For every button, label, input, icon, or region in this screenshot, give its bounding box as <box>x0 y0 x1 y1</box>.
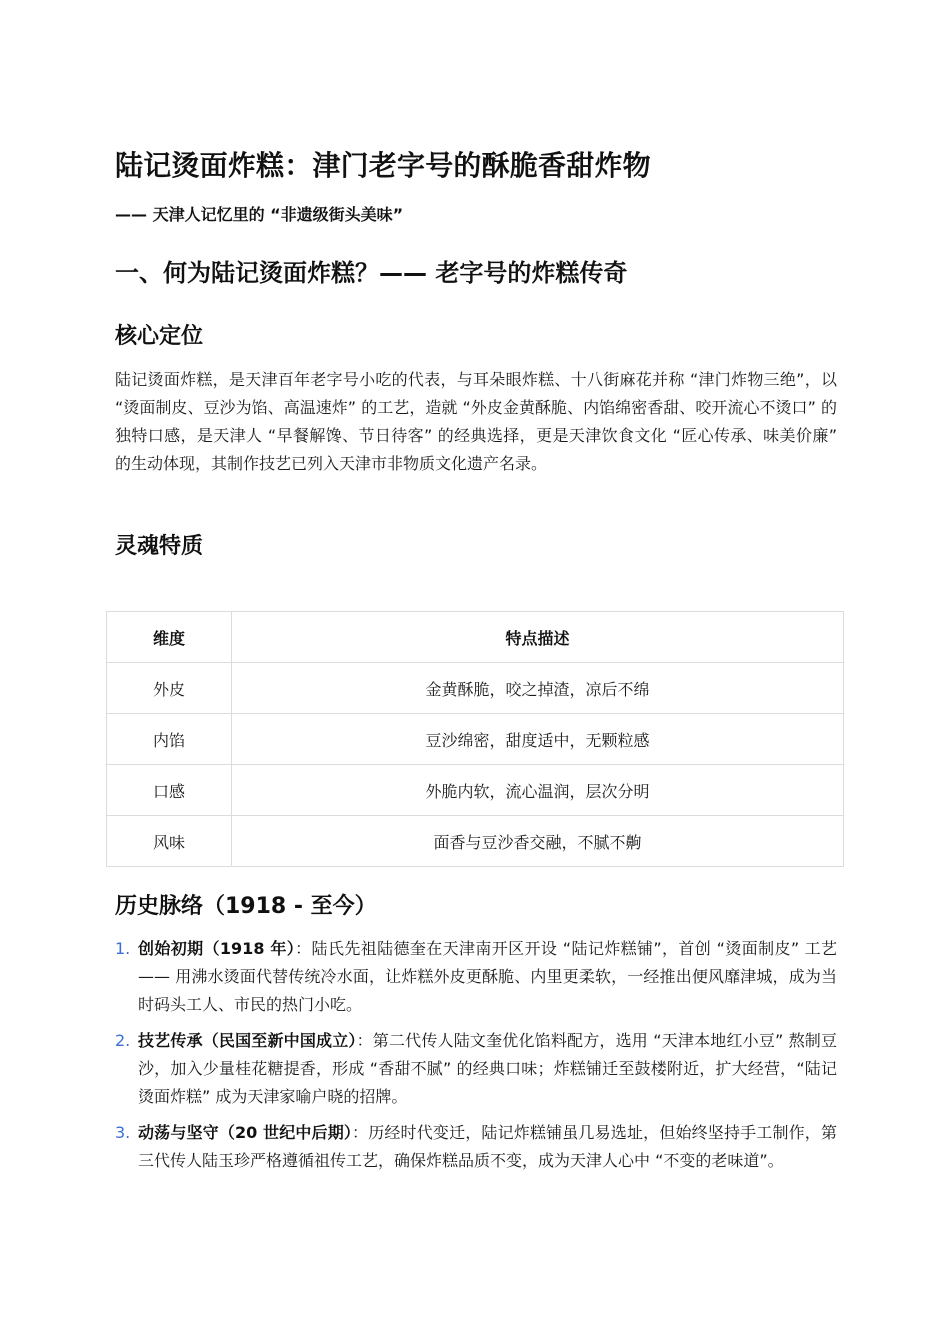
table-cell-description: 面香与豆沙香交融，不腻不齁 <box>232 816 844 867</box>
list-item-text: ：第二代传人陆文奎优化馅料配方，选用 “天津本地红小豆” 熬制豆沙，加入少量桂花糖提香，形成 “香甜不腻” 的经典口味；炸糕铺迁至鼓楼附近，扩大经营，“陆记烫面炸糕” 成为天津家喻户晓的招牌。 <box>138 1031 837 1106</box>
list-item <box>115 1027 837 1111</box>
table-cell-description: 金黄酥脆，咬之掉渣，凉后不绵 <box>232 663 844 714</box>
soul-traits-heading: 灵魂特质 <box>115 534 204 559</box>
section-heading-what-is: 一、何为陆记烫面炸糕？—— 老字号的炸糕传奇 <box>115 259 628 287</box>
table-cell-dimension: 口感 <box>107 765 232 816</box>
table-header-description: 特点描述 <box>232 612 844 663</box>
list-item-number: 2. <box>115 1031 131 1050</box>
table-row <box>107 663 844 714</box>
core-position-paragraph: 陆记烫面炸糕，是天津百年老字号小吃的代表，与耳朵眼炸糕、十八街麻花并称 “津门炸物三绝”，以 “烫面制皮、豆沙为馅、高温速炸” 的工艺，造就 “外皮金黄酥脆、内馅绵密香甜、咬开流心不烫口” 的独特口感，是天津人 “早餐解馋、节日待客” 的经典选择，更是天津饮食文化 “匠心传承、味美价廉” 的生动体现，其制作技艺已列入天津市非物质文化遗产名录。 <box>115 370 837 473</box>
table-header-row <box>107 612 844 663</box>
history-heading: 历史脉络（1918 - 至今） <box>115 894 377 919</box>
table-row <box>107 765 844 816</box>
table-cell-dimension: 外皮 <box>107 663 232 714</box>
list-item-text: ：陆氏先祖陆德奎在天津南开区开设 “陆记炸糕铺”，首创 “烫面制皮” 工艺 —— 用沸水烫面代替传统冷水面，让炸糕外皮更酥脆、内里更柔软，一经推出便风靡津城，成为当时码头工人、市民的热门小吃。 <box>138 939 837 1014</box>
table-row <box>107 816 844 867</box>
list-item-lead: 技艺传承（民国至新中国成立） <box>138 1031 357 1050</box>
list-item-number: 1. <box>115 939 131 958</box>
core-position-heading: 核心定位 <box>115 324 204 349</box>
table-row <box>107 714 844 765</box>
list-item-number: 3. <box>115 1123 131 1142</box>
table-cell-dimension: 内馅 <box>107 714 232 765</box>
history-list <box>115 935 837 1183</box>
list-item-text: ：历经时代变迁，陆记炸糕铺虽几易选址，但始终坚持手工制作，第三代传人陆玉珍严格遵循祖传工艺，确保炸糕品质不变，成为天津人心中 “不变的老味道”。 <box>138 1123 837 1170</box>
traits-table <box>106 611 844 867</box>
table-cell-description: 豆沙绵密，甜度适中，无颗粒感 <box>232 714 844 765</box>
page-subtitle: —— 天津人记忆里的 “非遗级街头美味” <box>115 205 404 224</box>
page-title: 陆记烫面炸糕：津门老字号的酥脆香甜炸物 <box>115 149 651 182</box>
list-item <box>115 935 837 1019</box>
list-item-lead: 创始初期（1918 年） <box>138 939 296 958</box>
table-cell-description: 外脆内软，流心温润，层次分明 <box>232 765 844 816</box>
list-item <box>115 1119 837 1175</box>
list-item-lead: 动荡与坚守（20 世纪中后期） <box>138 1123 353 1142</box>
table-cell-dimension: 风味 <box>107 816 232 867</box>
table-header-dimension: 维度 <box>107 612 232 663</box>
